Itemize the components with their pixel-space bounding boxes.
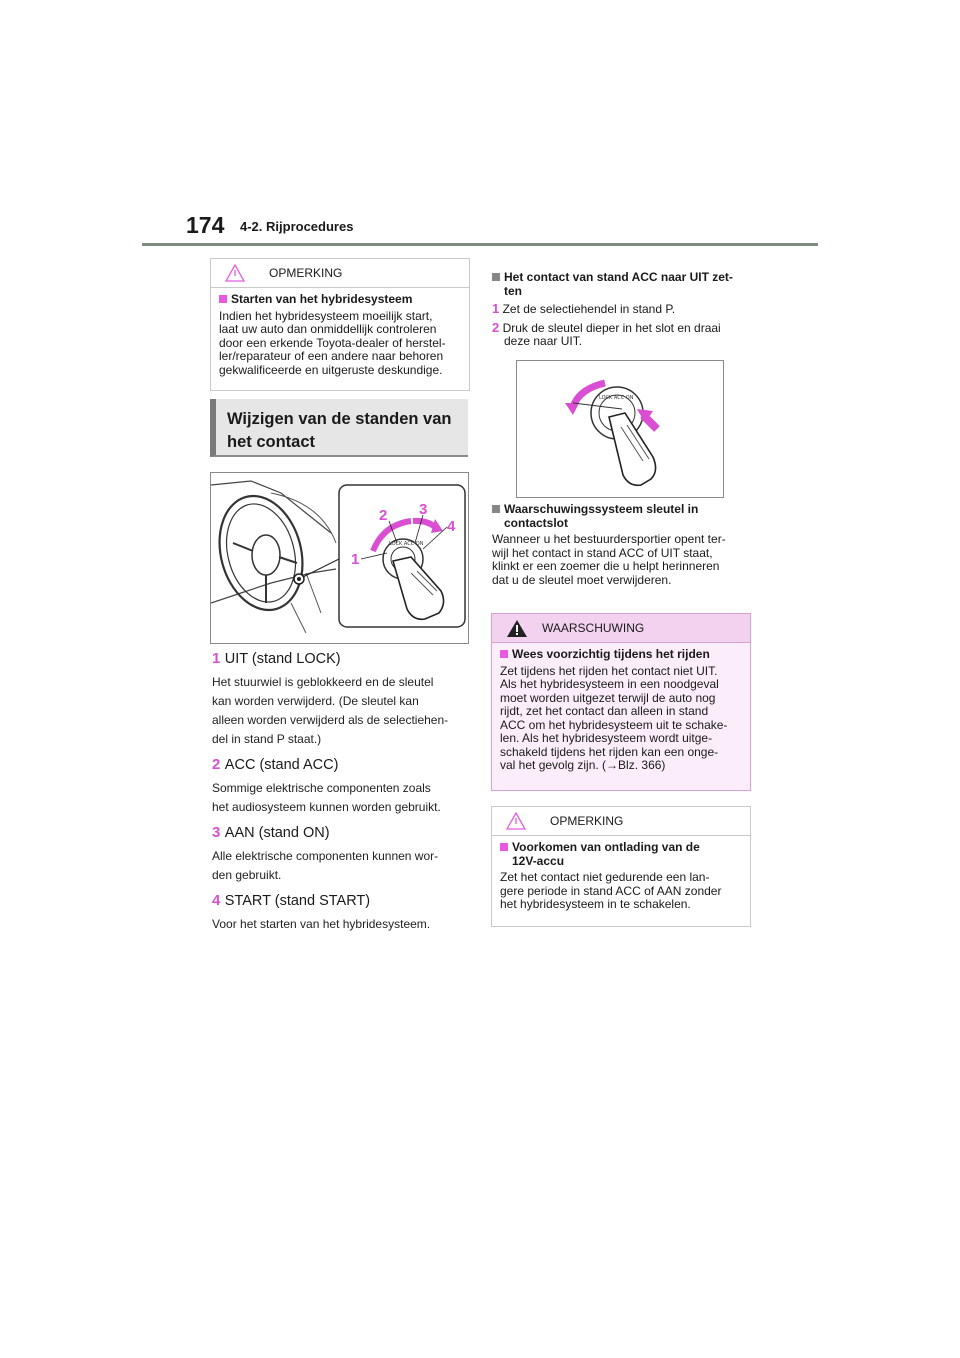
step-item bbox=[492, 302, 754, 317]
item-title: START (stand START) bbox=[224, 893, 371, 909]
note-line: gekwalificeerde en uitgeruste deskundige. bbox=[219, 362, 443, 377]
caution-triangle-icon bbox=[225, 264, 245, 282]
warning-line: ACC om het hybridesysteem uit te schake- bbox=[500, 717, 728, 732]
item-line: kan worden verwijderd. (De sleutel kan bbox=[212, 694, 419, 708]
list-item bbox=[212, 650, 470, 749]
item-line: den gebruikt. bbox=[212, 868, 282, 882]
key-warning-title: Waarschuwingssysteem sleutel in contactslot bbox=[492, 503, 754, 530]
svg-text:LOCK ACC ON: LOCK ACC ON bbox=[389, 541, 424, 547]
bullet-square-icon bbox=[500, 843, 508, 851]
item-line: Alle elektrische componenten kunnen wor- bbox=[212, 849, 439, 863]
step-text: deze naar UIT. bbox=[504, 334, 583, 348]
step-number: 2 bbox=[492, 319, 500, 335]
position-list bbox=[212, 650, 470, 934]
item-number: 3 bbox=[212, 824, 221, 841]
item-title: AAN (stand ON) bbox=[224, 825, 330, 841]
item-number: 1 bbox=[212, 650, 221, 667]
note-title: Voorkomen van ontlading van de 12V-accu bbox=[500, 841, 742, 868]
section-title: 4-2. Rijprocedures bbox=[240, 219, 354, 234]
note-header bbox=[211, 259, 469, 288]
warning-body bbox=[492, 643, 750, 781]
text-line: Wanneer u het bestuurdersportier opent ter- bbox=[492, 532, 726, 546]
warning-line: val het gevolg zijn. (→Blz. 366) bbox=[500, 758, 666, 772]
note-line: gere periode in stand ACC of AAN zonder bbox=[500, 883, 722, 898]
note-body bbox=[492, 836, 750, 920]
bullet-square-icon bbox=[219, 295, 227, 303]
page-number: 174 bbox=[186, 212, 225, 238]
callout-4: 4 bbox=[447, 518, 456, 535]
warning-header bbox=[492, 614, 750, 643]
warning-triangle-icon bbox=[506, 619, 528, 638]
ignition-illustration bbox=[211, 473, 468, 643]
text-line: wijl het contact in stand ACC of UIT staat, bbox=[492, 545, 713, 560]
callout-1: 1 bbox=[351, 551, 360, 568]
step-number: 1 bbox=[492, 301, 500, 316]
step-text: Druk de sleutel dieper in het slot en draai bbox=[502, 320, 721, 335]
key-warning-section bbox=[492, 503, 754, 587]
item-title: UIT (stand LOCK) bbox=[224, 651, 341, 667]
text-line: klinkt er een zoemer die u helpt herinneren bbox=[492, 559, 720, 573]
item-line: Sommige elektrische componenten zoals bbox=[212, 781, 431, 795]
svg-text:LOCK ACC ON: LOCK ACC ON bbox=[599, 395, 634, 401]
note-line: ler/reparateur of een andere naar behoren bbox=[219, 349, 444, 363]
note-label: OPMERKING bbox=[550, 814, 624, 828]
figure-ignition-positions bbox=[210, 472, 469, 644]
warning-line: moet worden uitgezet terwijl de auto nog bbox=[500, 690, 716, 705]
step-item bbox=[492, 321, 754, 349]
warning-line: Zet tijdens het rijden het contact niet UIT. bbox=[500, 663, 718, 678]
warning-line: schakeld tijdens het rijden kan een onge- bbox=[500, 744, 719, 759]
callout-2: 2 bbox=[379, 507, 388, 524]
caution-triangle-icon bbox=[506, 812, 526, 830]
section-heading bbox=[210, 399, 468, 457]
section-heading-text bbox=[227, 408, 451, 454]
item-line: alleen worden verwijderd als de selectiehen- bbox=[212, 713, 449, 727]
callout-3: 3 bbox=[419, 501, 428, 518]
step-text: Zet de selectiehendel in stand P. bbox=[502, 302, 676, 316]
heading-line: het contact bbox=[227, 433, 316, 451]
note-body bbox=[211, 288, 469, 385]
note-header bbox=[492, 807, 750, 836]
list-item bbox=[212, 824, 470, 885]
warning-box bbox=[491, 613, 751, 791]
note-line: door een erkende Toyota-dealer of herstel- bbox=[219, 335, 446, 350]
item-line: Het stuurwiel is geblokkeerd en de sleutel bbox=[212, 675, 434, 689]
note-title: Starten van het hybridesysteem bbox=[219, 293, 461, 307]
heading-line: Wijzigen van de standen van bbox=[227, 410, 452, 428]
item-line: het audiosysteem kunnen worden gebruikt. bbox=[212, 800, 441, 814]
list-item bbox=[212, 892, 470, 934]
note-box-starting bbox=[210, 258, 470, 391]
warning-line: len. Als het hybridesysteem wordt uitge- bbox=[500, 731, 713, 745]
warning-label: WAARSCHUWING bbox=[542, 621, 645, 635]
note-box-battery bbox=[491, 806, 751, 927]
key-turn-illustration bbox=[517, 361, 723, 497]
bullet-square-icon bbox=[492, 505, 500, 513]
figure-key-turn bbox=[516, 360, 724, 498]
note-line: Zet het contact niet gedurende een lan- bbox=[500, 870, 710, 884]
acc-off-section bbox=[492, 271, 754, 349]
warning-title: Wees voorzichtig tijdens het rijden bbox=[500, 648, 742, 662]
note-label: OPMERKING bbox=[269, 266, 343, 280]
item-title: ACC (stand ACC) bbox=[224, 757, 339, 773]
bullet-square-icon bbox=[500, 650, 508, 658]
note-line: het hybridesysteem in te schakelen. bbox=[500, 897, 691, 911]
note-line: Indien het hybridesysteem moeilijk start, bbox=[219, 308, 433, 323]
list-item bbox=[212, 756, 470, 817]
warning-line: Als het hybridesysteem in een noodgeval bbox=[500, 677, 719, 691]
item-line: Voor het starten van het hybridesysteem. bbox=[212, 917, 431, 931]
bullet-square-icon bbox=[492, 273, 500, 281]
item-number: 4 bbox=[212, 892, 221, 909]
item-number: 2 bbox=[212, 756, 221, 773]
text-line: dat u de sleutel moet verwijderen. bbox=[492, 572, 672, 587]
acc-off-title: Het contact van stand ACC naar UIT zet- ten bbox=[492, 271, 754, 298]
header-rule bbox=[142, 243, 818, 246]
note-line: laat uw auto dan onmiddellijk controleren bbox=[219, 322, 437, 336]
item-line: del in stand P staat.) bbox=[212, 732, 322, 746]
warning-line: rijdt, zet het contact dan alleen in stand bbox=[500, 704, 709, 718]
